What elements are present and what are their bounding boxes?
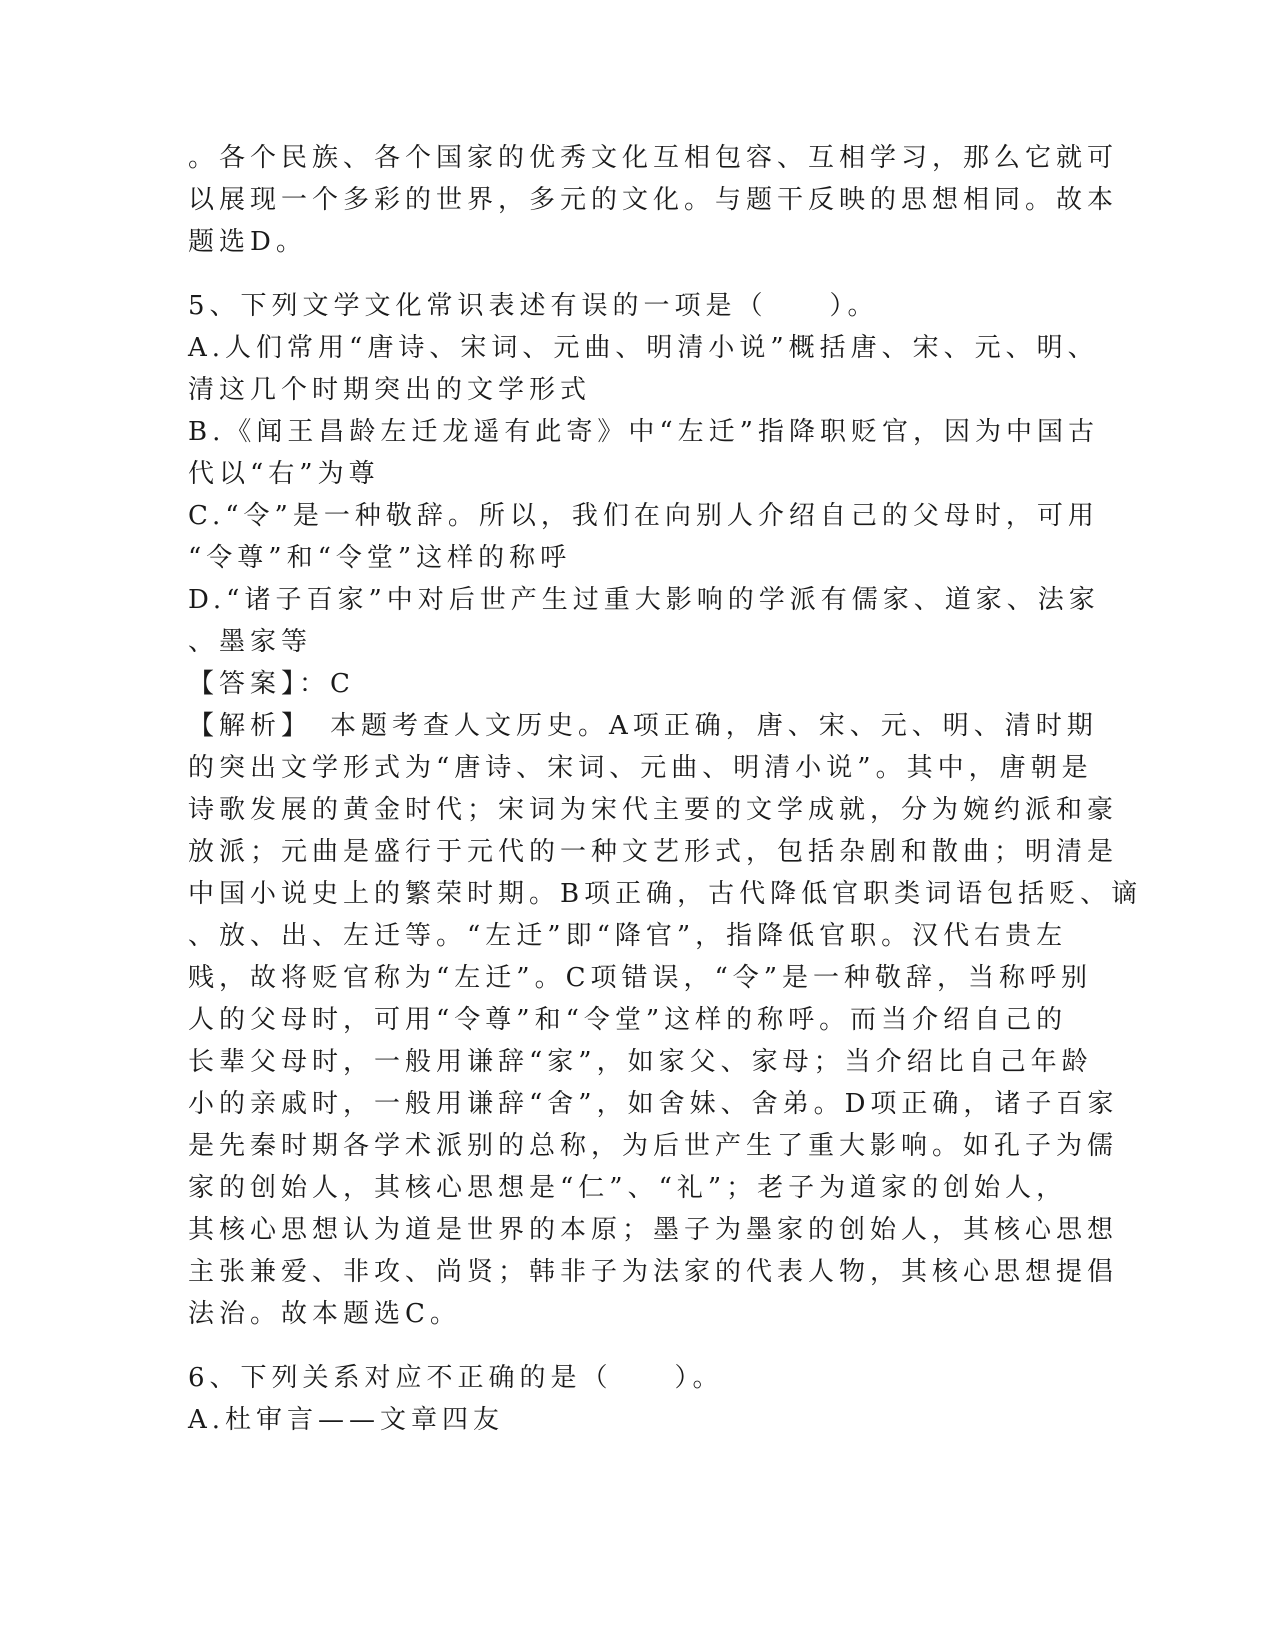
question-5-option-b: B.《闻王昌龄左迁龙遥有此寄》中“左迁”指降职贬官，因为中国古	[188, 417, 1099, 447]
question-5-analysis-line: 小的亲戚时，一般用谦辞“舍”，如舍妹、舍弟。D项正确，诸子百家	[188, 1089, 1119, 1119]
question-5-analysis-line: 是先秦时期各学术派别的总称，为后世产生了重大影响。如孔子为儒	[188, 1131, 1119, 1161]
question-5-analysis-line: 、放、出、左迁等。“左迁”即“降官”，指降低官职。汉代右贵左	[188, 921, 1068, 951]
question-5-option-c: “令尊”和“令堂”这样的称呼	[188, 543, 572, 573]
question-5-analysis-line: 中国小说史上的繁荣时期。B项正确，古代降低官职类词语包括贬、谪	[188, 879, 1143, 909]
question-5-option-b: 代以“右”为尊	[188, 459, 380, 489]
prev-answer-line: 题选D。	[188, 227, 307, 257]
question-5-analysis-line: 长辈父母时，一般用谦辞“家”，如家父、家母；当介绍比自己年龄	[188, 1047, 1093, 1077]
question-5-analysis-line: 放派；元曲是盛行于元代的一种文艺形式，包括杂剧和散曲；明清是	[188, 837, 1119, 867]
question-5-analysis-line: 家的创始人，其核心思想是“仁”、“礼”；老子为道家的创始人，	[188, 1173, 1068, 1203]
prev-answer-line: 。各个民族、各个国家的优秀文化互相包容、互相学习，那么它就可	[188, 143, 1119, 173]
question-5-option-d: D.“诸子百家”中对后世产生过重大影响的学派有儒家、道家、法家	[188, 585, 1100, 615]
prev-answer-line: 以展现一个多彩的世界，多元的文化。与题干反映的思想相同。故本	[188, 185, 1119, 215]
question-5-analysis-line: 诗歌发展的黄金时代；宋词为宋代主要的文学成就，分为婉约派和豪	[188, 795, 1119, 825]
question-5-analysis-line: 贱，故将贬官称为“左迁”。C项错误，“令”是一种敬辞，当称呼别	[188, 963, 1093, 993]
question-5-stem: 5、下列文学文化常识表述有误的一项是（ ）。	[188, 291, 879, 321]
question-5-analysis-line: 主张兼爱、非攻、尚贤；韩非子为法家的代表人物，其核心思想提倡	[188, 1257, 1119, 1287]
question-5-analysis-line: 人的父母时，可用“令尊”和“令堂”这样的称呼。而当介绍自己的	[188, 1005, 1068, 1035]
question-5-analysis-line: 的突出文学形式为“唐诗、宋词、元曲、明清小说”。其中，唐朝是	[188, 753, 1093, 783]
question-5-option-a: 清这几个时期突出的文学形式	[188, 375, 592, 405]
question-6-stem: 6、下列关系对应不正确的是（ ）。	[188, 1363, 724, 1393]
question-5-option-d: 、墨家等	[188, 627, 313, 657]
question-5-analysis-line: 其核心思想认为道是世界的本原；墨子为墨家的创始人，其核心思想	[188, 1215, 1119, 1245]
question-5-analysis-line: 【解析】 本题考查人文历史。A项正确，唐、宋、元、明、清时期	[188, 711, 1098, 741]
question-5-option-c: C.“令”是一种敬辞。所以，我们在向别人介绍自己的父母时，可用	[188, 501, 1099, 531]
question-5-option-a: A.人们常用“唐诗、宋词、元曲、明清小说”概括唐、宋、元、明、	[188, 333, 1099, 363]
question-5-analysis-line: 法治。故本题选C。	[188, 1299, 461, 1329]
question-5-answer: 【答案】：C	[188, 669, 355, 699]
question-6-option-a: A.杜审言——文章四友	[188, 1405, 505, 1435]
